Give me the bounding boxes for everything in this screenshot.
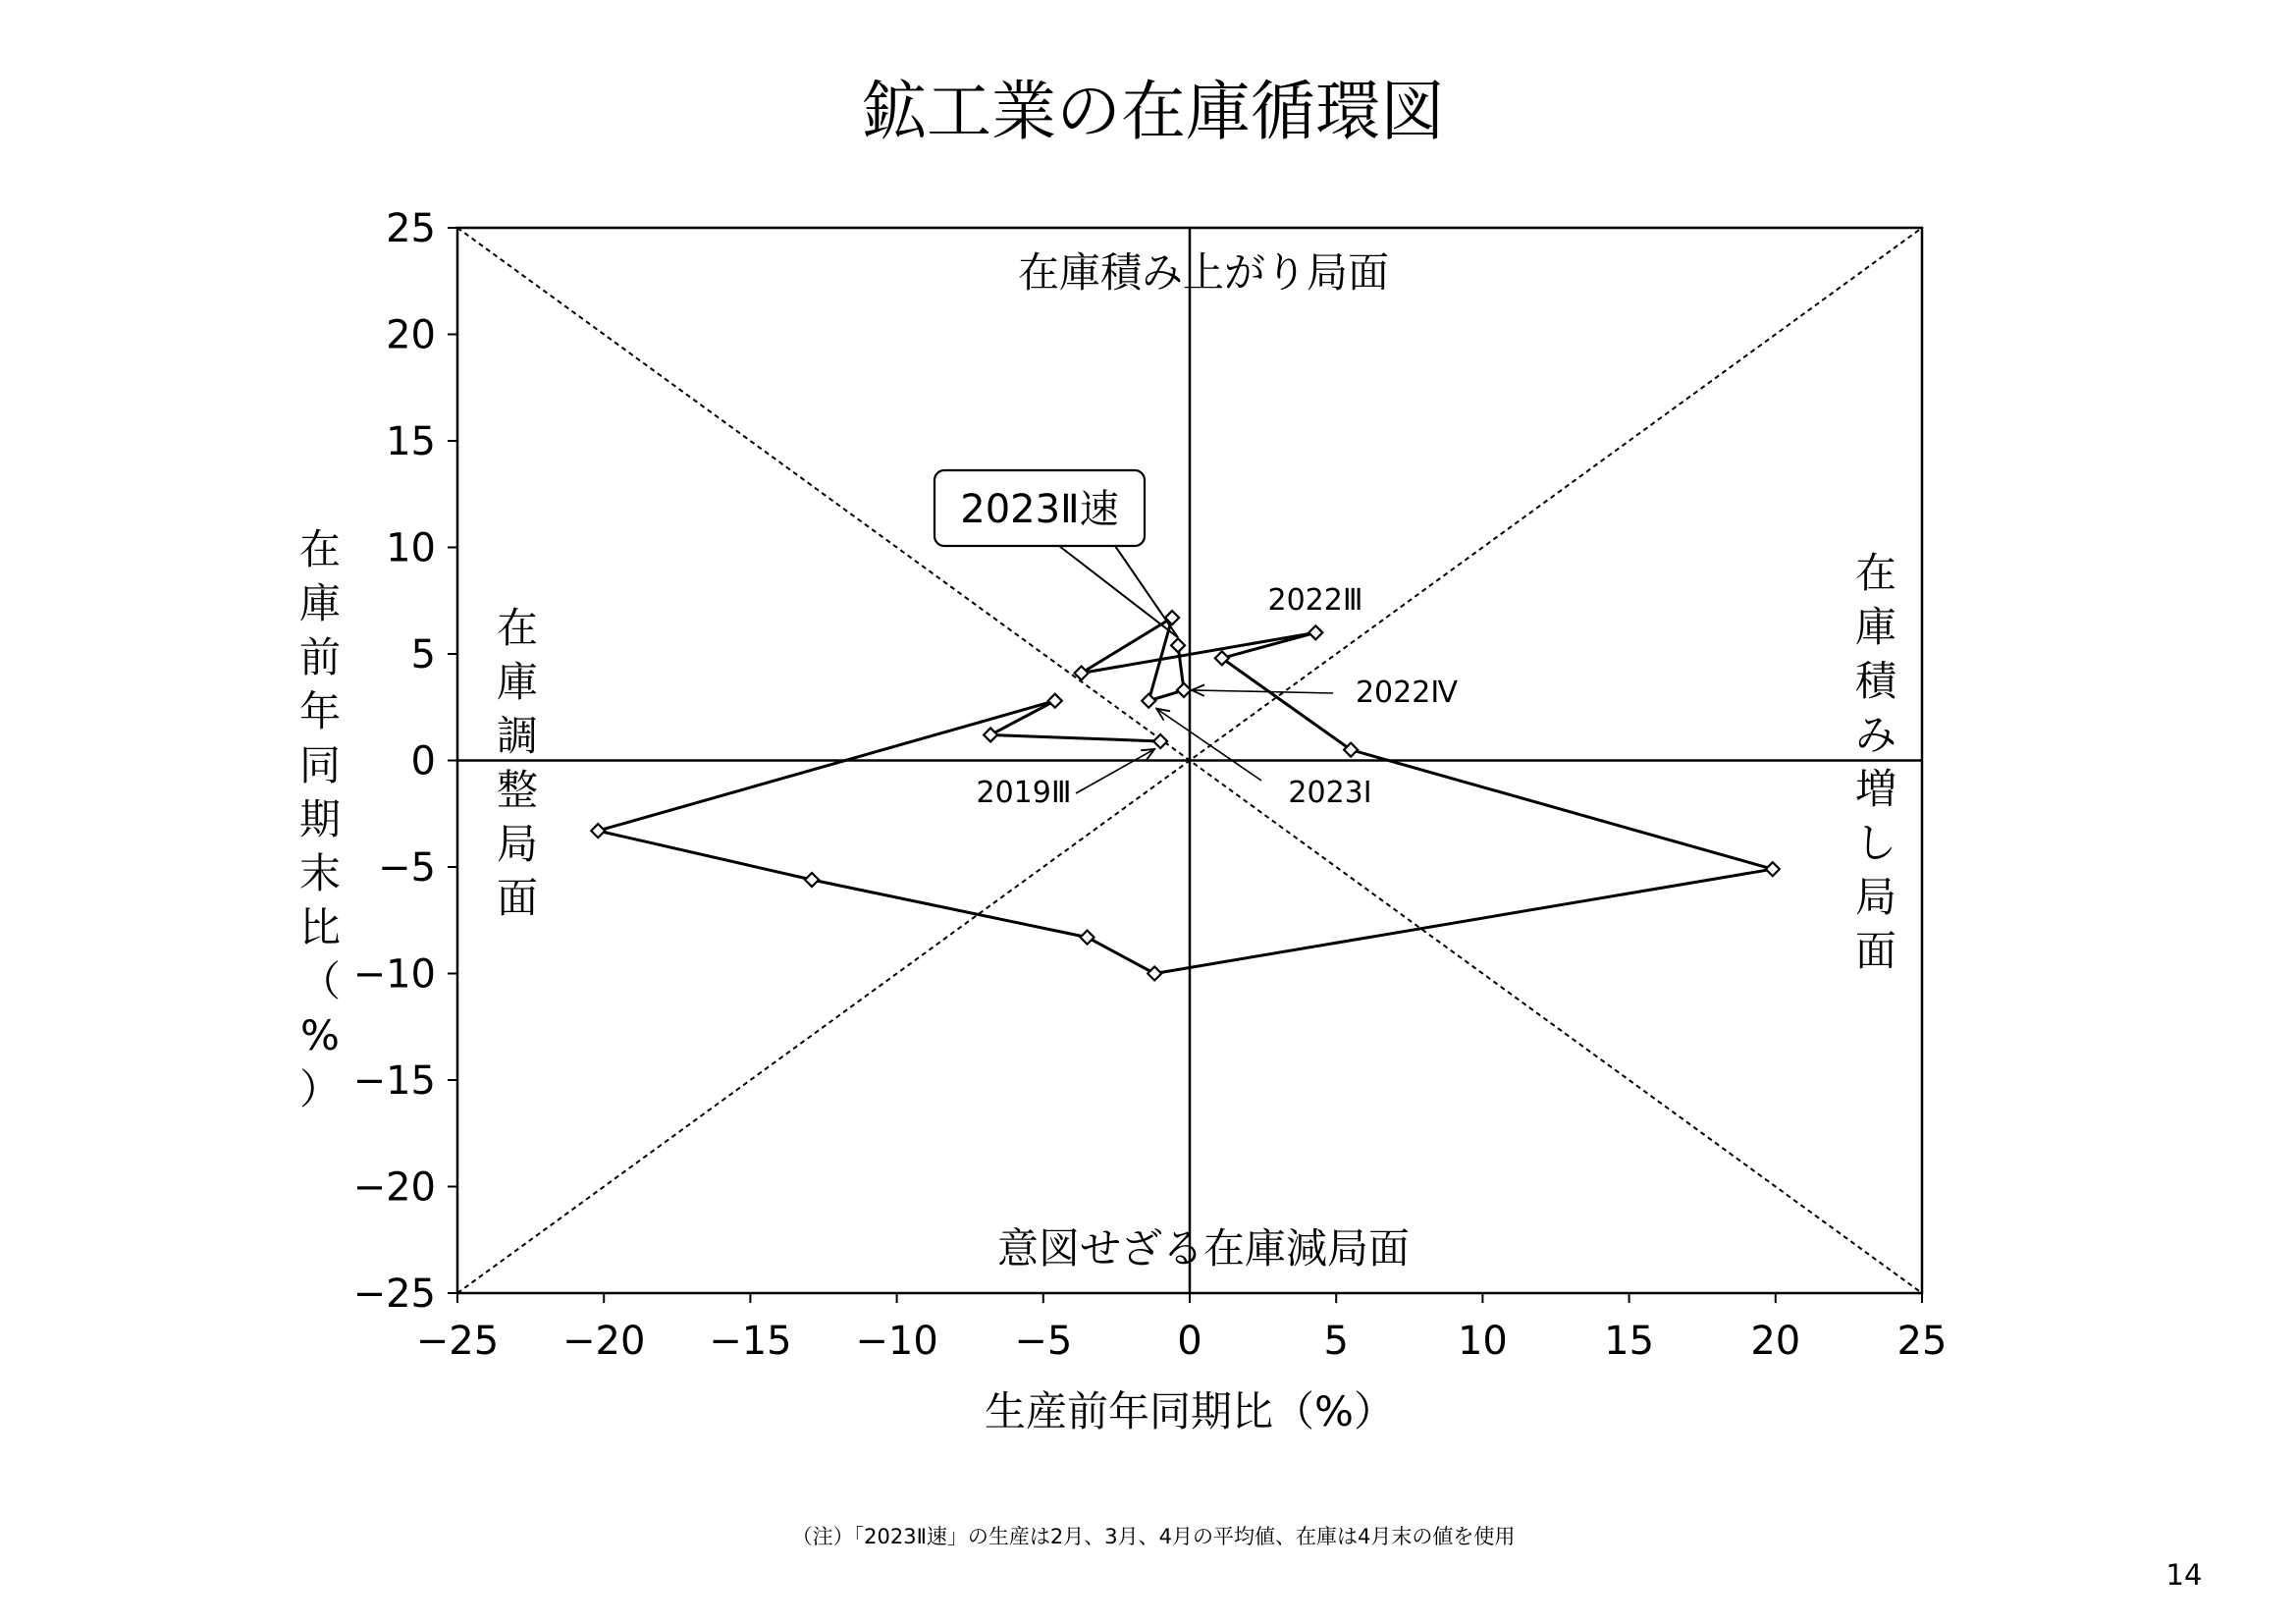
callout-pointer [1059,546,1178,637]
callout-label: 2023Ⅱ速 [960,487,1119,532]
y-tick-label: −15 [352,1058,436,1104]
footnote: （注）「2023Ⅱ速」の生産は2月、3月、4月の平均値、在庫は4月末の値を使用 [791,1525,1516,1548]
data-point-marker [805,873,819,887]
phase-label-right-char: 局 [1854,873,1897,921]
data-point-marker [1048,694,1062,708]
series-line [598,618,1773,973]
phase-label-right-char: 在 [1854,549,1897,597]
phase-label-right-char: し [1854,819,1897,867]
y-axis-title-char: ） [298,1065,342,1113]
x-tick-label: −10 [855,1319,938,1364]
phase-label-left-char: 局 [496,820,539,868]
phase-label-left-char: 在 [496,604,539,652]
y-axis-title-char: 前 [298,633,342,681]
y-tick-label: 15 [386,419,436,464]
y-axis-title [299,525,341,1113]
data-point-marker [1142,694,1155,708]
y-tick-label: 10 [386,525,436,571]
phase-label-right-char: み [1854,711,1897,759]
y-tick-label: −20 [352,1164,436,1211]
phase-label-right-char: 面 [1854,927,1897,975]
data-point-marker [1081,931,1095,945]
y-tick-label: −25 [352,1272,436,1317]
y-axis-title-char: 末 [298,849,342,897]
plot-area [299,206,1947,1435]
y-axis-title-char: 同 [298,741,342,789]
phase-label-right-char: 積 [1854,657,1897,705]
data-point-marker [591,824,605,838]
y-tick-label: 20 [386,312,436,358]
y-axis-title-char: 庫 [298,579,342,627]
y-axis-title-char: 比 [298,903,342,951]
chart-title: 鉱工業の在庫循環図 [862,74,1445,149]
x-tick-label: 5 [1323,1319,1349,1364]
phase-label-left-char: 庫 [496,658,539,706]
x-tick-label: 20 [1750,1319,1801,1364]
data-point-marker [1148,967,1161,981]
phase-label-right-char: 庫 [1854,603,1897,651]
phase-label-right-char: 増 [1854,765,1897,813]
x-tick-label: 10 [1457,1319,1508,1364]
point-label: 2023Ⅰ [1288,776,1372,810]
x-tick-label: 25 [1896,1319,1948,1364]
y-tick-label: 0 [410,738,436,785]
y-tick-label: 5 [410,632,436,677]
x-tick-label: −15 [709,1319,792,1364]
point-label: 2022Ⅲ [1267,583,1363,618]
data-point-marker [1308,625,1322,639]
phase-label-left [497,604,538,922]
x-tick-label: −25 [415,1319,500,1364]
phase-label-left-char: 整 [496,766,539,814]
point-label: 2022Ⅳ [1355,676,1459,710]
x-tick-label: 0 [1177,1319,1202,1364]
phase-label-top: 在庫積み上がり局面 [1017,248,1390,297]
phase-label-right [1855,549,1899,975]
x-axis-title: 生産前年同期比（%） [985,1387,1395,1435]
phase-label-bottom: 意図せざる在庫減局面 [996,1224,1411,1272]
data-point-marker [1153,734,1167,748]
y-axis-title-char: 期 [298,795,342,843]
y-axis-title-char: % [300,1011,340,1059]
data-point-marker [1075,667,1089,680]
x-tick-label: −20 [561,1319,646,1364]
data-point-marker [1766,862,1780,876]
data-point-marker [984,728,997,741]
phase-label-left-char: 面 [496,874,539,922]
y-tick-label: −10 [352,951,436,998]
point-label-arrow [1076,749,1154,793]
y-tick-label: 25 [386,206,436,251]
x-tick-label: −5 [1014,1319,1073,1364]
data-point-marker [1171,638,1185,652]
x-tick-label: 15 [1604,1319,1655,1364]
y-tick-label: −5 [378,845,436,891]
point-label: 2019Ⅲ [976,776,1072,810]
page-number: 14 [2165,1558,2203,1592]
phase-label-left-char: 調 [496,712,539,760]
y-axis-title-char: 在 [298,525,342,573]
y-axis-title-char: （ [298,957,342,1005]
point-label-arrow [1192,690,1333,693]
y-axis-title-char: 年 [298,687,342,735]
